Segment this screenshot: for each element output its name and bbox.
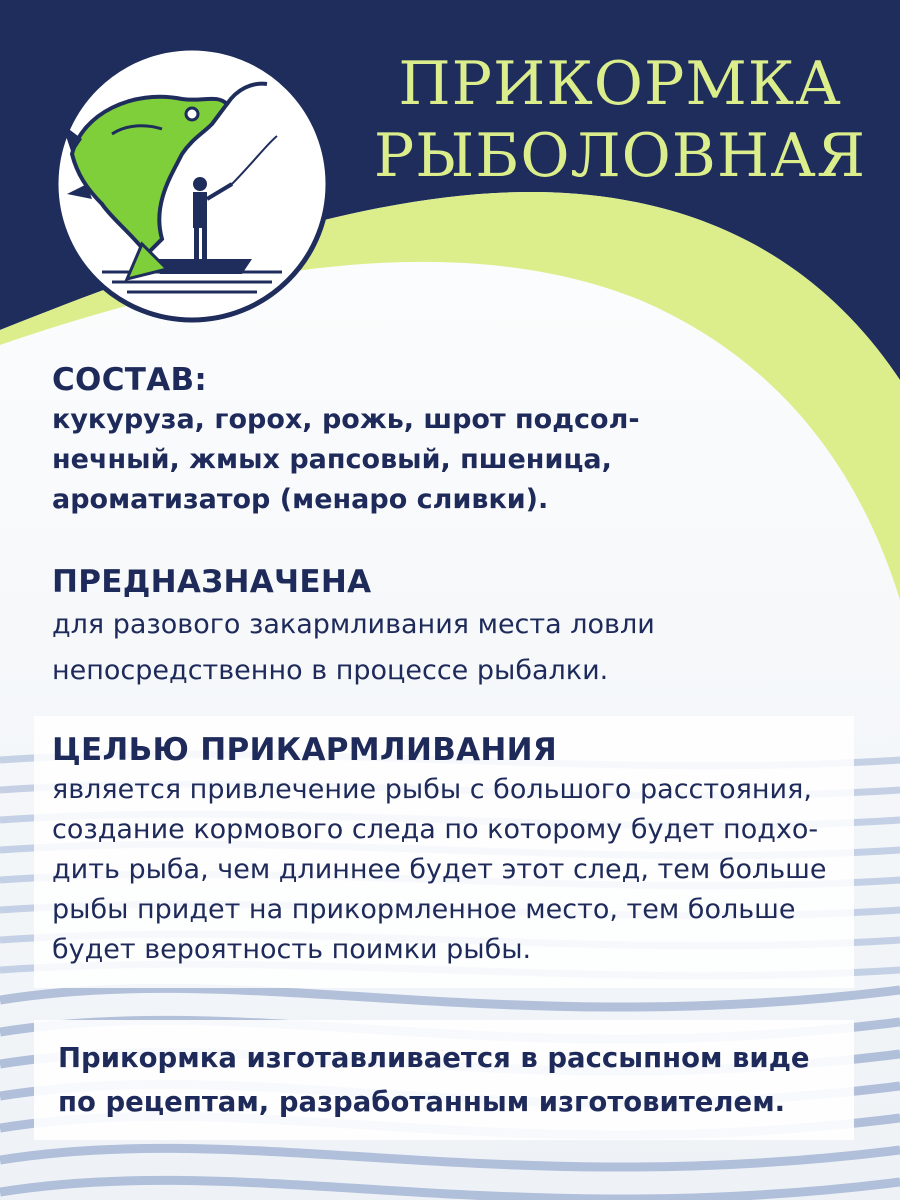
goal-line: рыбы придет на прикормленное место, тем больше: [52, 894, 796, 925]
composition-line: ароматизатор (менаро сливки).: [52, 484, 549, 515]
title-line-2: РЫБОЛОВНАЯ: [373, 121, 867, 191]
composition-section: [52, 360, 640, 520]
purpose-line: для разового закармливания места ловли: [52, 609, 655, 640]
purpose-line: непосредственно в процессе рыбалки.: [52, 655, 609, 686]
fish-and-fisherman-logo-icon: [52, 44, 332, 324]
composition-line: кукуруза, горох, рожь, шрот подсол-: [52, 404, 640, 435]
purpose-section: [52, 562, 655, 694]
goal-line: создание кормового следа по которому будет подхо-: [52, 814, 819, 845]
composition-line: нечный, жмых рапсовый, пшеница,: [52, 444, 612, 475]
purpose-heading: ПРЕДНАЗНАЧЕНА: [52, 564, 372, 600]
title-line-1: ПРИКОРМКА: [398, 49, 842, 119]
goal-heading: ЦЕЛЬЮ ПРИКАРМЛИВАНИЯ: [52, 732, 558, 768]
goal-line: дить рыба, чем длиннее будет этот след, тем больше: [52, 854, 827, 885]
goal-line: является привлечение рыбы с большого расстояния,: [52, 774, 812, 805]
composition-heading: СОСТАВ:: [52, 362, 208, 398]
note-line: по рецептам, разработанным изготовителем.: [58, 1086, 786, 1118]
manufacturing-note: [58, 1036, 848, 1124]
note-line: Прикормка изготавливается в рассыпном виде: [58, 1042, 810, 1074]
page-title: [360, 48, 880, 192]
goal-line: будет вероятность поимки рыбы.: [52, 934, 532, 965]
goal-section: [52, 730, 826, 970]
